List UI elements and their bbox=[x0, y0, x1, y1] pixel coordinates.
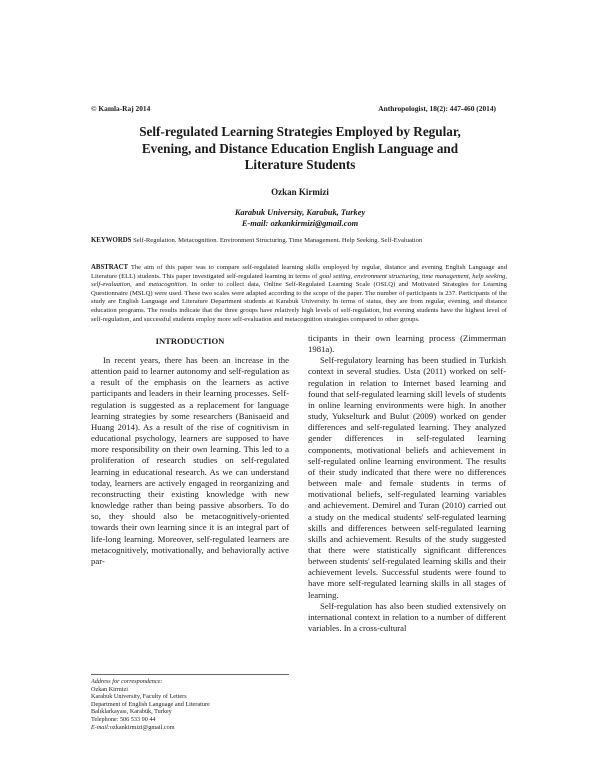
introduction-heading: INTRODUCTION bbox=[155, 336, 225, 346]
email-label: E-mail: bbox=[91, 723, 110, 731]
correspondence-line: Department of English Language and Literature bbox=[91, 700, 210, 708]
keywords-label: KEYWORDS bbox=[91, 237, 132, 244]
continued-paragraph: ticipants in their own learning process (Zimmerman 1981a). bbox=[308, 333, 506, 355]
keywords-block bbox=[91, 237, 507, 246]
abstract-label: ABSTRACT bbox=[91, 264, 129, 271]
copyright-header: © Kamla-Raj 2014 bbox=[91, 104, 151, 113]
correspondence-line: Ozkan Kirmizi bbox=[91, 685, 128, 693]
right-column bbox=[308, 333, 506, 634]
correspondence-line: Karabuk University, Faculty of Letters bbox=[91, 693, 187, 701]
intro-paragraph: In recent years, there has been an increase in the attention paid to learner autonomy and self-regulation as a result of the emphasis on the learners as active participants and leaders in their learning processes. Self-regulation is suggested as a replacement for language learning strategies by some researchers (Banisaeid and Huang 2014). As a result of the rise of cognitivism in educational psychology, learners are supposed to have more responsibility on their own learning. This led to a proliferation of research studies on self-regulated learning in educational research. As we can understand today, learners are actively engaged in reorganizing and reconstructing their existing knowledge with new knowledge rather than being passive absorbers. To do so, they should also be metacognitively-oriented towards their own learning since it is an integral part of life-long learning. Moreover, self-regulated learners are metacognitively, motivationally, and behaviorally active par- bbox=[91, 355, 289, 566]
correspondence-line: Balıklarkayası, Karabük, Turkey bbox=[91, 708, 172, 716]
body-paragraph: Self-regulatory learning has been studied in Turkish context in several studies. Usta (2011) worked on self-regulation in relation to Internet based learning and found that self-regulated learning skill levels of students in online learning environments were high. In another study, Yukselturk and Bulut (2009) worked on gender differences and self-regulated learning. They analyzed gender differences in self-regulated learning components, motivational beliefs and achievement in self-regulated online learning environment. The results of their study indicated that there were no differences between male and female students in terms of motivational beliefs, self-regulated learning variables and achievement. Demirel and Turan (2010) carried out a study on the medical students' self-regulated learning skills and differences between self-regulated learning skills and achievement. Results of the study suggested that there were statistically significant differences between students' self-regulated learning skills and their achievement levels. Successful students were found to have more self-regulated learning skills in all stages of learning. bbox=[308, 355, 506, 600]
email-link[interactable]: ozkankirmizi@gmail.com bbox=[109, 723, 175, 731]
author-name: Ozkan Kirmizi bbox=[271, 187, 329, 197]
title-line: Literature Students bbox=[244, 157, 356, 172]
correspondence-line: Telephone: 506 533 90 44 bbox=[91, 715, 156, 723]
keywords-text: Self-Regulation. Metacognition. Environment Structuring. Time Management. Help Seeking. Self-Evaluation bbox=[133, 237, 423, 244]
abstract-italic-terms: goal setting, environment structuring, time management, help seeking, self-evaluation, bbox=[91, 272, 507, 289]
abstract-text: . In order to collect data, Online Self-Regulated Learning Scale (OSLQ) and Motivated Strategies for Learning Questionnaire (MSLQ) were used. These two scales were adapted according to the scope of the paper. The number of participants is 237. Participants of the study are English Language and Literature Department students at Karabuk University. In terms of status, they are from regular, evening, and distance education programs. The results indicate that the three groups have relatively high levels of self-regulation, but evening students have the highest level of self-regulation, and successful students employ more self-evaluation and metacognition strategies compared to other groups. bbox=[91, 281, 507, 323]
footnote-divider bbox=[91, 674, 289, 675]
title-line: Evening, and Distance Education English Language and bbox=[141, 140, 459, 156]
abstract-block bbox=[91, 264, 507, 324]
journal-header: Anthropologist, 18(2): 447-460 (2014) bbox=[378, 104, 496, 113]
affiliation-email: E-mail: ozkankirmizi@gmail.com bbox=[241, 219, 359, 228]
body-paragraph: Self-regulation has also been studied extensively on international context in relation to a number of different variables. In a cross-cultural bbox=[308, 600, 506, 634]
abstract-text: The aim of this paper was to compare self-regulated learning skills employed by regular, distance and evening English Language and Literature (ELL) students. This paper investigated self-regulated learning in terms of bbox=[91, 264, 507, 280]
correspondence-email-line bbox=[91, 724, 301, 732]
correspondence-footnote bbox=[91, 678, 301, 731]
left-column bbox=[91, 355, 289, 567]
abstract-text: and bbox=[131, 281, 149, 289]
abstract-italic-term: metacognition bbox=[148, 281, 187, 289]
paper-title bbox=[100, 124, 500, 174]
correspondence-label: Address for correspondence: bbox=[91, 678, 163, 685]
title-line: Self-regulated Learning Strategies Employed by Regular, bbox=[139, 124, 461, 139]
author-affiliation bbox=[0, 207, 600, 229]
affiliation-line: Karabuk University, Karabuk, Turkey bbox=[234, 208, 366, 217]
